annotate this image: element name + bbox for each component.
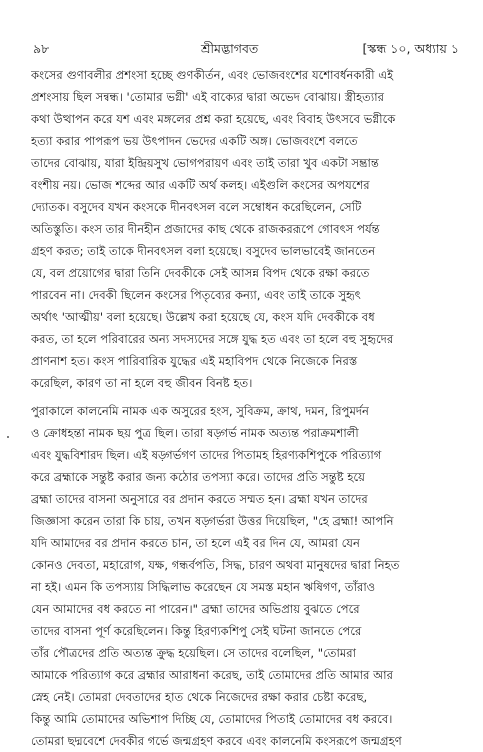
- body-text: [31, 64, 459, 752]
- text-line: করেছিল, কারণ তা না হলে বহু জীবন বিনষ্ট হত।: [31, 376, 253, 390]
- text-line: পুরাকালে কালনেমি নামক এক অসুরের হংস, সুবিক্রম, ক্রাথ, দমন, রিপুমর্দন: [31, 404, 369, 418]
- text-line: তাদের বাসনা পূর্ণ করেছিলেন। কিন্তু হিরণ্যকশিপু সেই ঘটনা জানতে পেরে: [31, 624, 362, 638]
- margin-mark: [7, 436, 9, 438]
- text-line: পারবেন না। দেবকী ছিলেন কংসের পিতৃব্যের কন্যা, এবং তাই তাকে সুহৃৎ: [31, 288, 361, 302]
- paragraph: [31, 64, 459, 394]
- book-title: শ্রীমদ্ভাগবত: [201, 41, 259, 56]
- text-line: আমাকে পরিত্যাগ করে ব্রহ্মার আরাধনা করেছ, তাই তোমাদের প্রতি আমার আর: [31, 668, 394, 682]
- text-line: তাদের বোঝায়, যারা ইন্দ্রিয়সুখ ভোগপরায়ণ এবং তাই তারা খুব একটা সম্ভ্রান্ত: [31, 156, 379, 170]
- running-header: [31, 38, 459, 60]
- text-line: কথা উত্থাপন করে যশ এবং মঙ্গলের প্রশ্ন করা হয়েছে, এবং বিবাহ উৎসবে ভগ্নীকে: [31, 112, 396, 126]
- text-line: অর্থাৎ 'আত্মীয়' বলা হয়েছে। উল্লেখ করা হয়েছে যে, কংস যদি দেবকীকে বধ: [31, 310, 375, 324]
- text-line: যেন আমাদের বধ করতে না পারেন।" ব্রহ্মা তাদের অভিপ্রায় বুঝতে পেরে: [31, 602, 360, 616]
- paragraph: [31, 400, 459, 752]
- text-line: গ্রহণ করত; তাই তাকে দীনবৎসল বলা হয়েছে। বসুদেব ভালভাবেই জানতেন: [31, 244, 376, 258]
- text-line: কোনও দেবতা, মহারোগ, যক্ষ, গন্ধর্বপতি, সিদ্ধ, চারণ অথবা মানুষদের দ্বারা নিহত: [31, 558, 400, 572]
- text-line: কংসের গুণাবলীর প্রশংসা হচ্ছে গুণকীর্তন, এবং ভোজবংশের যশোবর্ধনকারী এই: [31, 68, 394, 82]
- text-line: প্রশংসায় ছিল সন্বন্ধ। 'তোমার ভগ্নী' এই বাক্যের দ্বারা অভেদ বোঝায়। স্ত্রীহত্যার: [31, 90, 384, 104]
- text-line: করে ব্রহ্মাকে সন্তুষ্ট করার জন্য কঠোর তপস্যা করে। তাদের প্রতি সন্তুষ্ট হয়ে: [31, 470, 365, 484]
- text-line: তোমরা ছদ্মবেশে দেবকীর গর্ভে জন্মগ্রহণ করবে এবং কালনেমি কংসরূপে জন্মগ্রহণ: [31, 734, 402, 748]
- text-line: করত, তা হলে পরিবারের অন্য সদস্যদের সঙ্গে যুদ্ধ হত এবং তা হলে বহু সুহৃদের: [31, 332, 394, 346]
- text-line: হত্যা করার পাপরূপ ভয় উৎপাদন ভেদের একটি অঙ্গ। ভোজবংশে বলতে: [31, 134, 358, 148]
- text-line: জিজ্ঞাসা করেন তারা কি চায়, তখন ষড়্গর্ভরা উত্তর দিয়েছিল, "হে ব্রহ্মা! আপনি: [31, 514, 394, 528]
- text-line: অতিস্তুতি। কংস তার দীনহীন প্রজাদের কাছ থেকে রাজকররূপে গোবৎস পর্যন্ত: [31, 222, 380, 236]
- text-line: স্নেহ নেই। তোমরা দেবতাদের হাত থেকে নিজেদের রক্ষা করার চেষ্টা করেছ,: [31, 690, 368, 704]
- text-line: যদি আমাদের বর প্রদান করতে চান, তা হলে এই বর দিন যে, আমরা যেন: [31, 536, 360, 550]
- text-line: ও ক্রোধহন্তা নামক ছয় পুত্র ছিল। তারা ষড়্গর্ভ নামক অত্যন্ত পরাক্রমশালী: [31, 426, 359, 440]
- text-line: বংশীয় নয়। ভোজ শব্দের আর একটি অর্থ কলহ। এইগুলি কংসের অপযশের: [31, 178, 370, 192]
- text-line: তাঁর পৌত্রদের প্রতি অত্যন্ত ক্রুদ্ধ হয়েছিল। সে তাদের বলেছিল, "তোমরা: [31, 646, 357, 660]
- text-line: না হই। এমন কি তপস্যায় সিদ্ধিলাভ করেছেন যে সমস্ত মহান ঋষিগণ, তাঁরাও: [31, 580, 376, 594]
- text-line: যে, বল প্রয়োগের দ্বারা তিনি দেবকীকে সেই আসন্ন বিপদ থেকে রক্ষা করতে: [31, 266, 370, 280]
- text-line: কিন্তু আমি তোমাদের অভিশাপ দিচ্ছি যে, তোমাদের পিতাই তোমাদের বধ করবে।: [31, 712, 393, 726]
- page-number: ৯৮: [33, 41, 50, 56]
- chapter-reference: [স্কন্ধ ১০, অধ্যায় ১: [362, 41, 459, 56]
- text-line: এবং যুদ্ধবিশারদ ছিল। এই ষড়্গর্ভগণ তাদের পিতামহ হিরণ্যকশিপুকে পরিত্যাগ: [31, 448, 382, 462]
- text-line: প্রাণনাশ হত। কংস পারিবারিক যুদ্ধের এই মহাবিপদ থেকে নিজেকে নিরস্ত: [31, 354, 358, 368]
- text-line: ব্রহ্মা তাদের বাসনা অনুসারে বর প্রদান করতে সম্মত হন। ব্রহ্মা যখন তাদের: [31, 492, 368, 506]
- text-line: দ্যোতক। বসুদেব যখন কংসকে দীনবৎসল বলে সম্বোধন করেছিলেন, সেটি: [31, 200, 362, 214]
